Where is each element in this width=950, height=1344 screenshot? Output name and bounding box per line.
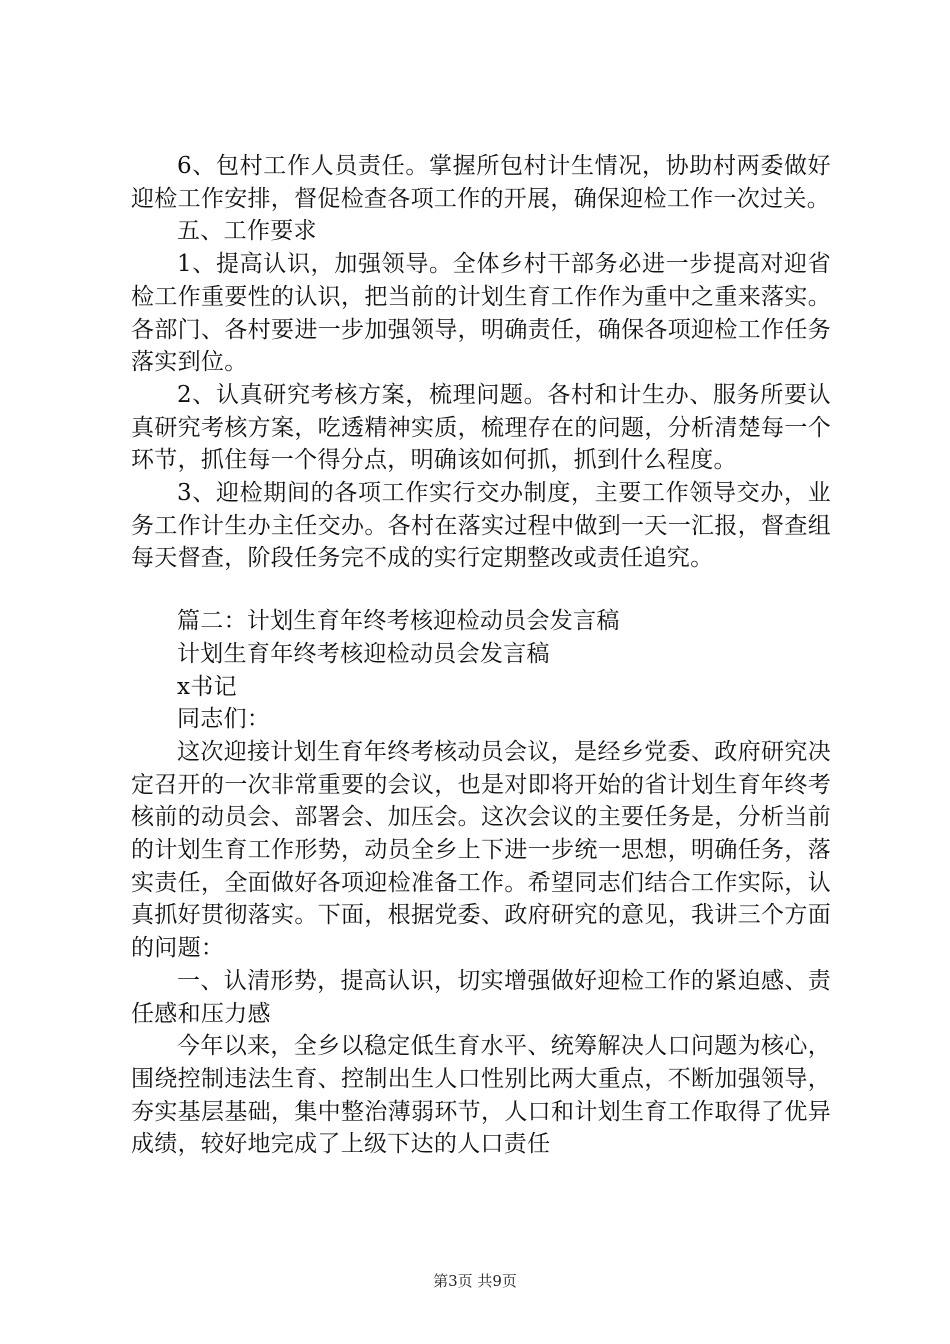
speech-title: 计划生育年终考核迎检动员会发言稿 [177,640,550,667]
heading-work-requirements: 五、工作要求 [177,218,317,245]
section-gap [131,575,831,605]
paragraph-this-year: 今年以来，全乡以稳定低生育水平、统筹解决人口问题为核心，围绕控制违法生育、控制出生人口性别比两大重点，不断加强领导，夯实基层基础，集中整治薄弱环节，人口和计划生育工作取得了优异成绩，较好地完成了上级下达的人口责任 [131,1033,831,1158]
speaker-name: x书记 [177,673,237,700]
heading-point-1: 一、认清形势，提高认识，切实增强做好迎检工作的紧迫感、责任感和压力感 [131,967,831,1027]
article-heading: 篇二：计划生育年终考核迎检动员会发言稿 [177,608,620,635]
paragraph-requirement-3: 3、迎检期间的各项工作实行交办制度，主要工作领导交办，业务工作计生办主任交办。各村在落实过程中做到一天一汇报，督查组每天督查，阶段任务完不成的实行定期整改或责任追究。 [131,480,831,572]
document-body [131,150,831,1161]
page-number-footer: 第3页 共9页 [433,1272,517,1290]
paragraph-requirement-1: 1、提高认识，加强领导。全体乡村干部务必进一步提高对迎省检工作重要性的认识，把当前的计划生育工作作为重中之重来落实。各部门、各村要进一步加强领导，明确责任，确保各项迎检工作任务落实到位。 [131,251,831,376]
paragraph-duty-6: 6、包村工作人员责任。掌握所包村计生情况，协助村两委做好迎检工作安排，督促检查各项工作的开展，确保迎检工作一次过关。 [131,153,831,212]
salutation: 同志们： [177,706,271,733]
paragraph-requirement-2: 2、认真研究考核方案，梳理问题。各村和计生办、服务所要认真研究考核方案，吃透精神实质，梳理存在的问题，分析清楚每一个环节，抓住每一个得分点，明确该如何抓，抓到什么程度。 [131,381,831,474]
paragraph-intro: 这次迎接计划生育年终考核动员会议，是经乡党委、政府研究决定召开的一次非常重要的会议，也是对即将开始的省计划生育年终考核前的动员会、部署会、加压会。这次会议的主要任务是，分析当前的计划生育工作形势，动员全乡上下进一步统一思想，明确任务，落实责任，全面做好各项迎检准备工作。希望同志们结合工作实际，认真抓好贯彻落实。下面，根据党委、政府研究的意见，我讲三个方面的问题： [131,738,831,962]
